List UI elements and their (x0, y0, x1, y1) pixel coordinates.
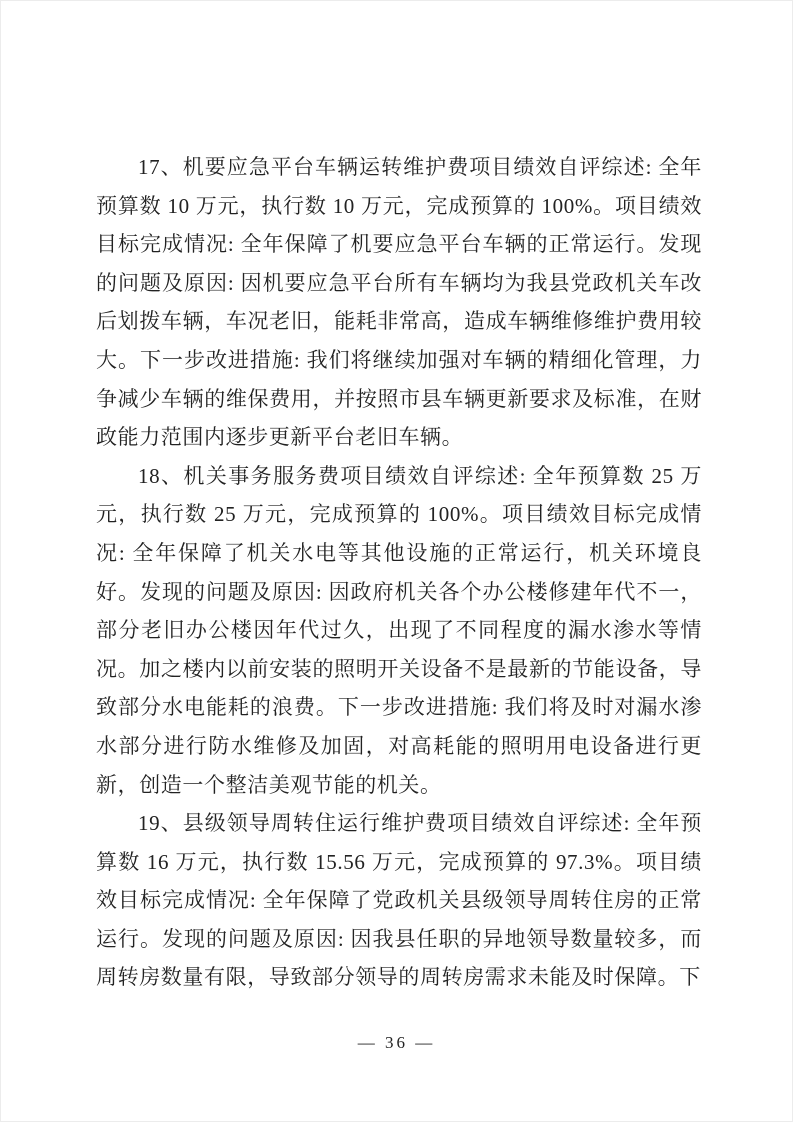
paragraph-item-19: 19、县级领导周转住运行维护费项目绩效自评综述: 全年预算数 16 万元，执行数 15.56 万元，完成预算的 97.3%。项目绩效目标完成情况: 全年保障了党政机关县级领导周转住房的正常运行。发现的问题及原因: 因我县任职的异地领导数量较多，而周转房数量有限，导致部分领导的周转房需求未能及时保障。下 (96, 811, 702, 990)
paragraph-item-17: 17、机要应急平台车辆运转维护费项目绩效自评综述: 全年预算数 10 万元，执行数 10 万元，完成预算的 100%。项目绩效目标完成情况: 全年保障了机要应急平台车辆的正常运行。发现的问题及原因: 因机要应急平台所有车辆均为我县党政机关车改后划拨车辆，车况老旧，能耗非常高，造成车辆维修维护费用较大。下一步改进措施: 我们将继续加强对车辆的精细化管理，力争减少车辆的维保费用，并按照市县车辆更新要求及标准，在财政能力范围内逐步更新平台老旧车辆。 (96, 155, 702, 450)
document-body (96, 148, 702, 997)
paragraph-item-18: 18、机关事务服务费项目绩效自评综述: 全年预算数 25 万元，执行数 25 万元，完成预算的 100%。项目绩效目标完成情况: 全年保障了机关水电等其他设施的正常运行，机关环境良好。发现的问题及原因: 因政府机关各个办公楼修建年代不一，部分老旧办公楼因年代过久，出现了不同程度的漏水渗水等情况。加之楼内以前安装的照明开关设备不是最新的节能设备，导致部分水电能耗的浪费。下一步改进措施: 我们将及时对漏水渗水部分进行防水维修及加固，对高耗能的照明用电设备进行更新，创造一个整洁美观节能的机关。 (96, 463, 702, 797)
page-number: — 36 — (357, 1033, 436, 1052)
